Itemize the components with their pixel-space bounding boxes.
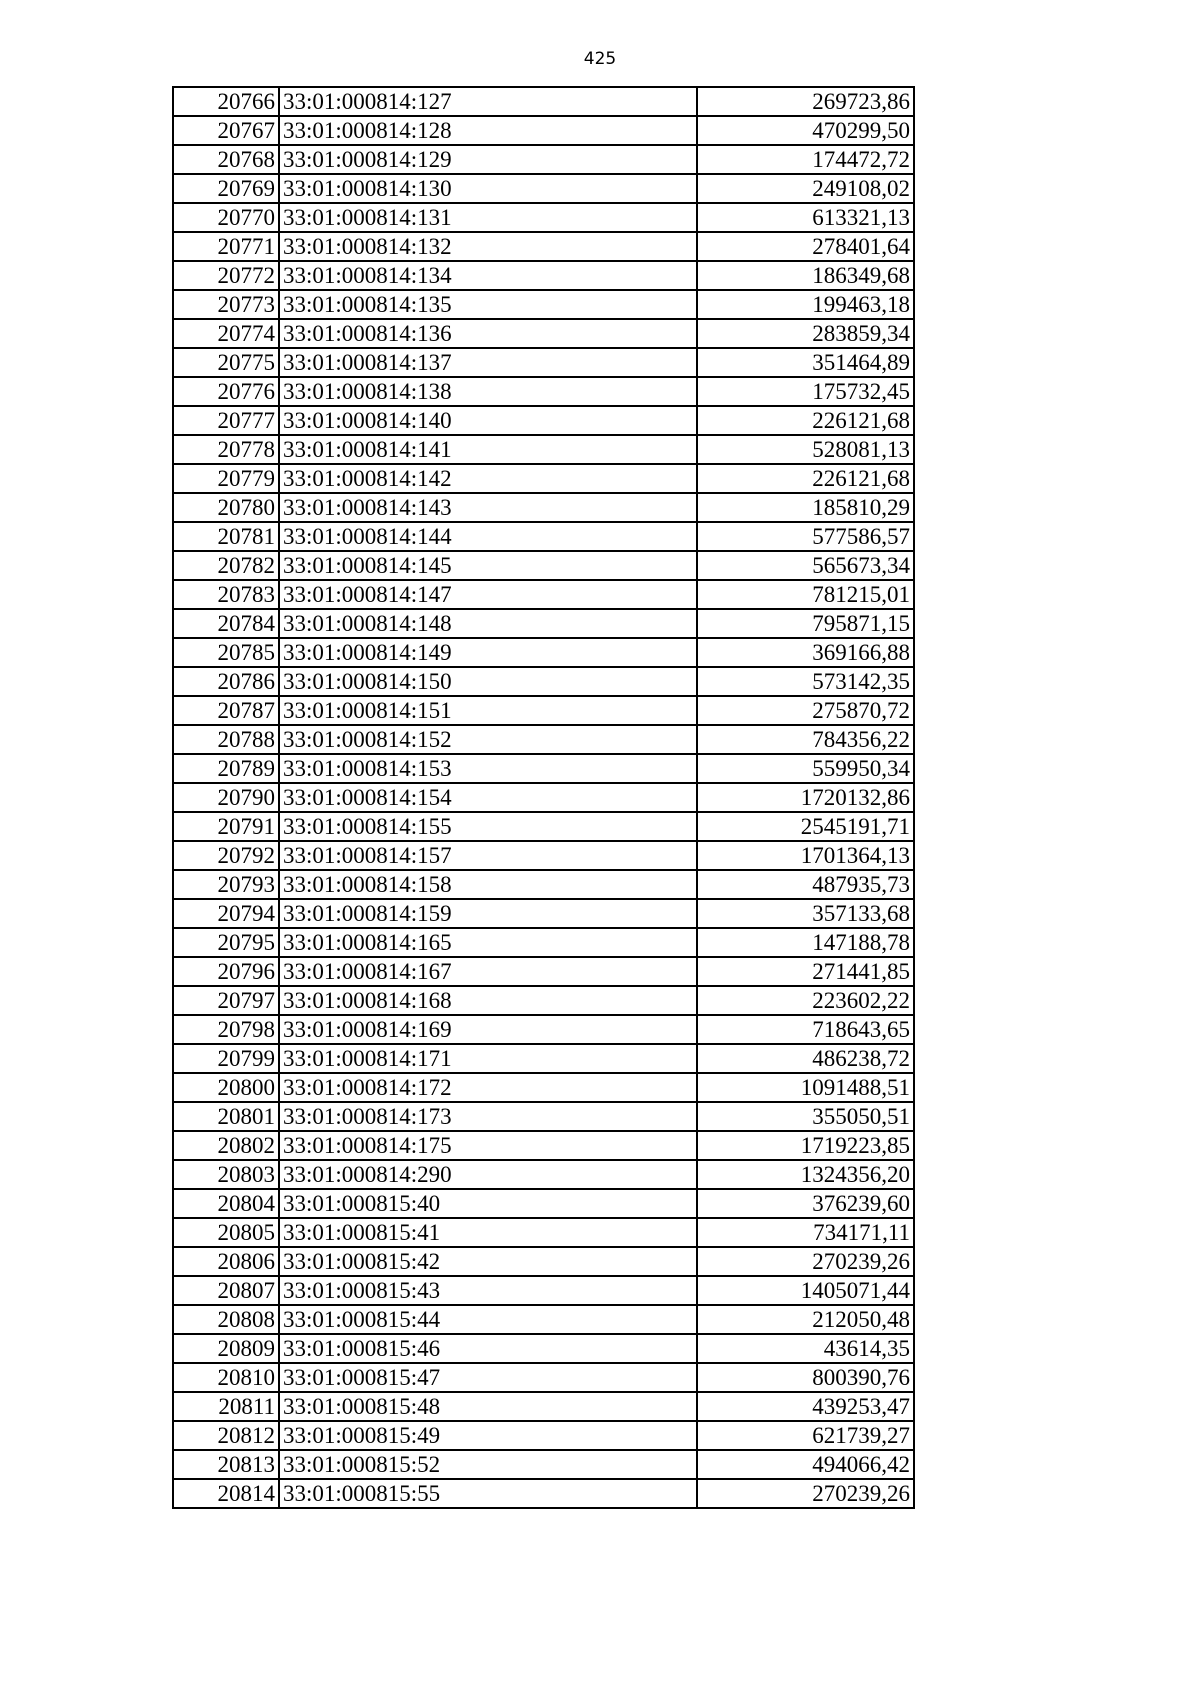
table-row [173,986,914,1015]
table-row [173,870,914,899]
cadastral-number-cell: 33:01:000814:147 [279,580,697,609]
row-number-cell: 20812 [173,1421,279,1450]
cadastral-number-cell: 33:01:000814:128 [279,116,697,145]
cadastral-number-cell: 33:01:000814:169 [279,1015,697,1044]
row-number-cell: 20778 [173,435,279,464]
cadastral-value-cell: 270239,26 [697,1247,914,1276]
table-row [173,1334,914,1363]
table-row [173,754,914,783]
row-number-cell: 20810 [173,1363,279,1392]
table-row [173,1363,914,1392]
cadastral-number-cell: 33:01:000815:44 [279,1305,697,1334]
cadastral-value-cell: 226121,68 [697,464,914,493]
cadastral-value-cell: 185810,29 [697,493,914,522]
cadastral-number-cell: 33:01:000814:151 [279,696,697,725]
cadastral-value-cell: 577586,57 [697,522,914,551]
page-number: 425 [583,49,617,69]
table-row [173,609,914,638]
cadastral-number-cell: 33:01:000815:55 [279,1479,697,1508]
row-number-cell: 20770 [173,203,279,232]
cadastral-value-cell: 1720132,86 [697,783,914,812]
table-row [173,464,914,493]
cadastral-number-cell: 33:01:000814:144 [279,522,697,551]
row-number-cell: 20772 [173,261,279,290]
table-row [173,232,914,261]
cadastral-number-cell: 33:01:000814:136 [279,319,697,348]
table-row [173,841,914,870]
cadastral-number-cell: 33:01:000814:158 [279,870,697,899]
cadastral-number-cell: 33:01:000814:129 [279,145,697,174]
row-number-cell: 20784 [173,609,279,638]
table-row [173,435,914,464]
cadastral-number-cell: 33:01:000814:127 [279,87,697,116]
table-row [173,1392,914,1421]
cadastral-number-cell: 33:01:000815:41 [279,1218,697,1247]
row-number-cell: 20792 [173,841,279,870]
row-number-cell: 20777 [173,406,279,435]
table-row [173,638,914,667]
row-number-cell: 20813 [173,1450,279,1479]
table-row [173,957,914,986]
cadastral-value-cell: 439253,47 [697,1392,914,1421]
cadastral-value-cell: 559950,34 [697,754,914,783]
cadastral-value-cell: 270239,26 [697,1479,914,1508]
cadastral-number-cell: 33:01:000815:46 [279,1334,697,1363]
cadastral-number-cell: 33:01:000815:42 [279,1247,697,1276]
cadastral-value-table [172,86,915,1509]
cadastral-number-cell: 33:01:000814:153 [279,754,697,783]
row-number-cell: 20774 [173,319,279,348]
table-row [173,1276,914,1305]
row-number-cell: 20801 [173,1102,279,1131]
cadastral-value-cell: 795871,15 [697,609,914,638]
cadastral-value-cell: 271441,85 [697,957,914,986]
cadastral-value-cell: 199463,18 [697,290,914,319]
cadastral-number-cell: 33:01:000814:155 [279,812,697,841]
table-row [173,783,914,812]
cadastral-value-cell: 494066,42 [697,1450,914,1479]
cadastral-number-cell: 33:01:000814:140 [279,406,697,435]
row-number-cell: 20796 [173,957,279,986]
table-row [173,667,914,696]
cadastral-number-cell: 33:01:000814:142 [279,464,697,493]
cadastral-value-cell: 283859,34 [697,319,914,348]
cadastral-number-cell: 33:01:000815:52 [279,1450,697,1479]
table-row [173,1479,914,1508]
table-row [173,1247,914,1276]
cadastral-value-cell: 573142,35 [697,667,914,696]
cadastral-value-cell: 351464,89 [697,348,914,377]
cadastral-value-cell: 175732,45 [697,377,914,406]
table-row [173,1218,914,1247]
cadastral-value-cell: 174472,72 [697,145,914,174]
row-number-cell: 20787 [173,696,279,725]
cadastral-value-cell: 357133,68 [697,899,914,928]
cadastral-value-cell: 369166,88 [697,638,914,667]
table-row [173,1160,914,1189]
cadastral-value-cell: 278401,64 [697,232,914,261]
table-row [173,1450,914,1479]
row-number-cell: 20786 [173,667,279,696]
cadastral-value-cell: 734171,11 [697,1218,914,1247]
row-number-cell: 20791 [173,812,279,841]
table-row [173,1189,914,1218]
row-number-cell: 20798 [173,1015,279,1044]
cadastral-number-cell: 33:01:000814:157 [279,841,697,870]
table-row [173,928,914,957]
cadastral-number-cell: 33:01:000814:165 [279,928,697,957]
row-number-cell: 20795 [173,928,279,957]
table-body [173,87,914,1508]
cadastral-number-cell: 33:01:000814:132 [279,232,697,261]
row-number-cell: 20776 [173,377,279,406]
cadastral-value-cell: 275870,72 [697,696,914,725]
table-row [173,377,914,406]
cadastral-value-cell: 249108,02 [697,174,914,203]
cadastral-number-cell: 33:01:000815:40 [279,1189,697,1218]
cadastral-value-cell: 613321,13 [697,203,914,232]
cadastral-number-cell: 33:01:000815:49 [279,1421,697,1450]
cadastral-number-cell: 33:01:000814:172 [279,1073,697,1102]
row-number-cell: 20782 [173,551,279,580]
table-row [173,1073,914,1102]
cadastral-number-cell: 33:01:000814:167 [279,957,697,986]
table-row [173,1421,914,1450]
row-number-cell: 20790 [173,783,279,812]
row-number-cell: 20767 [173,116,279,145]
table-row [173,1131,914,1160]
row-number-cell: 20805 [173,1218,279,1247]
cadastral-value-cell: 486238,72 [697,1044,914,1073]
cadastral-value-cell: 718643,65 [697,1015,914,1044]
table-row [173,1102,914,1131]
row-number-cell: 20788 [173,725,279,754]
cadastral-number-cell: 33:01:000814:173 [279,1102,697,1131]
table-row [173,899,914,928]
table-row [173,1044,914,1073]
row-number-cell: 20780 [173,493,279,522]
cadastral-number-cell: 33:01:000814:143 [279,493,697,522]
cadastral-number-cell: 33:01:000814:131 [279,203,697,232]
table-row [173,406,914,435]
row-number-cell: 20808 [173,1305,279,1334]
cadastral-number-cell: 33:01:000814:159 [279,899,697,928]
cadastral-value-cell: 800390,76 [697,1363,914,1392]
table-row [173,1305,914,1334]
cadastral-value-cell: 565673,34 [697,551,914,580]
row-number-cell: 20802 [173,1131,279,1160]
cadastral-value-cell: 1405071,44 [697,1276,914,1305]
row-number-cell: 20804 [173,1189,279,1218]
row-number-cell: 20793 [173,870,279,899]
cadastral-number-cell: 33:01:000814:171 [279,1044,697,1073]
cadastral-value-cell: 355050,51 [697,1102,914,1131]
cadastral-number-cell: 33:01:000814:138 [279,377,697,406]
cadastral-number-cell: 33:01:000814:168 [279,986,697,1015]
cadastral-number-cell: 33:01:000814:150 [279,667,697,696]
cadastral-value-cell: 212050,48 [697,1305,914,1334]
table-row [173,290,914,319]
table-row [173,203,914,232]
row-number-cell: 20773 [173,290,279,319]
cadastral-value-cell: 43614,35 [697,1334,914,1363]
cadastral-value-cell: 784356,22 [697,725,914,754]
cadastral-value-cell: 1324356,20 [697,1160,914,1189]
table-row [173,551,914,580]
cadastral-value-cell: 186349,68 [697,261,914,290]
row-number-cell: 20811 [173,1392,279,1421]
row-number-cell: 20809 [173,1334,279,1363]
table-row [173,261,914,290]
row-number-cell: 20806 [173,1247,279,1276]
cadastral-value-cell: 621739,27 [697,1421,914,1450]
row-number-cell: 20771 [173,232,279,261]
cadastral-number-cell: 33:01:000814:175 [279,1131,697,1160]
table-row [173,493,914,522]
row-number-cell: 20769 [173,174,279,203]
cadastral-value-cell: 2545191,71 [697,812,914,841]
row-number-cell: 20779 [173,464,279,493]
table-row [173,174,914,203]
cadastral-number-cell: 33:01:000814:145 [279,551,697,580]
cadastral-number-cell: 33:01:000815:47 [279,1363,697,1392]
cadastral-value-cell: 226121,68 [697,406,914,435]
cadastral-value-cell: 470299,50 [697,116,914,145]
row-number-cell: 20783 [173,580,279,609]
row-number-cell: 20794 [173,899,279,928]
cadastral-number-cell: 33:01:000814:141 [279,435,697,464]
row-number-cell: 20766 [173,87,279,116]
cadastral-number-cell: 33:01:000814:290 [279,1160,697,1189]
cadastral-number-cell: 33:01:000815:48 [279,1392,697,1421]
cadastral-number-cell: 33:01:000814:152 [279,725,697,754]
row-number-cell: 20803 [173,1160,279,1189]
cadastral-number-cell: 33:01:000815:43 [279,1276,697,1305]
row-number-cell: 20775 [173,348,279,377]
cadastral-value-cell: 1719223,85 [697,1131,914,1160]
table-row [173,522,914,551]
cadastral-value-cell: 147188,78 [697,928,914,957]
cadastral-value-cell: 487935,73 [697,870,914,899]
table-row [173,1015,914,1044]
cadastral-number-cell: 33:01:000814:135 [279,290,697,319]
cadastral-value-cell: 223602,22 [697,986,914,1015]
table-row [173,725,914,754]
row-number-cell: 20799 [173,1044,279,1073]
cadastral-number-cell: 33:01:000814:149 [279,638,697,667]
cadastral-value-cell: 528081,13 [697,435,914,464]
cadastral-number-cell: 33:01:000814:148 [279,609,697,638]
cadastral-value-cell: 781215,01 [697,580,914,609]
cadastral-number-cell: 33:01:000814:134 [279,261,697,290]
row-number-cell: 20789 [173,754,279,783]
cadastral-value-cell: 376239,60 [697,1189,914,1218]
row-number-cell: 20814 [173,1479,279,1508]
row-number-cell: 20781 [173,522,279,551]
row-number-cell: 20768 [173,145,279,174]
table-row [173,348,914,377]
table-row [173,145,914,174]
cadastral-value-cell: 269723,86 [697,87,914,116]
row-number-cell: 20807 [173,1276,279,1305]
table-row [173,580,914,609]
cadastral-number-cell: 33:01:000814:154 [279,783,697,812]
cadastral-value-cell: 1701364,13 [697,841,914,870]
row-number-cell: 20797 [173,986,279,1015]
table-row [173,696,914,725]
cadastral-number-cell: 33:01:000814:137 [279,348,697,377]
table-row [173,812,914,841]
cadastral-number-cell: 33:01:000814:130 [279,174,697,203]
table-row [173,116,914,145]
table-row [173,87,914,116]
row-number-cell: 20785 [173,638,279,667]
cadastral-value-cell: 1091488,51 [697,1073,914,1102]
table-row [173,319,914,348]
row-number-cell: 20800 [173,1073,279,1102]
